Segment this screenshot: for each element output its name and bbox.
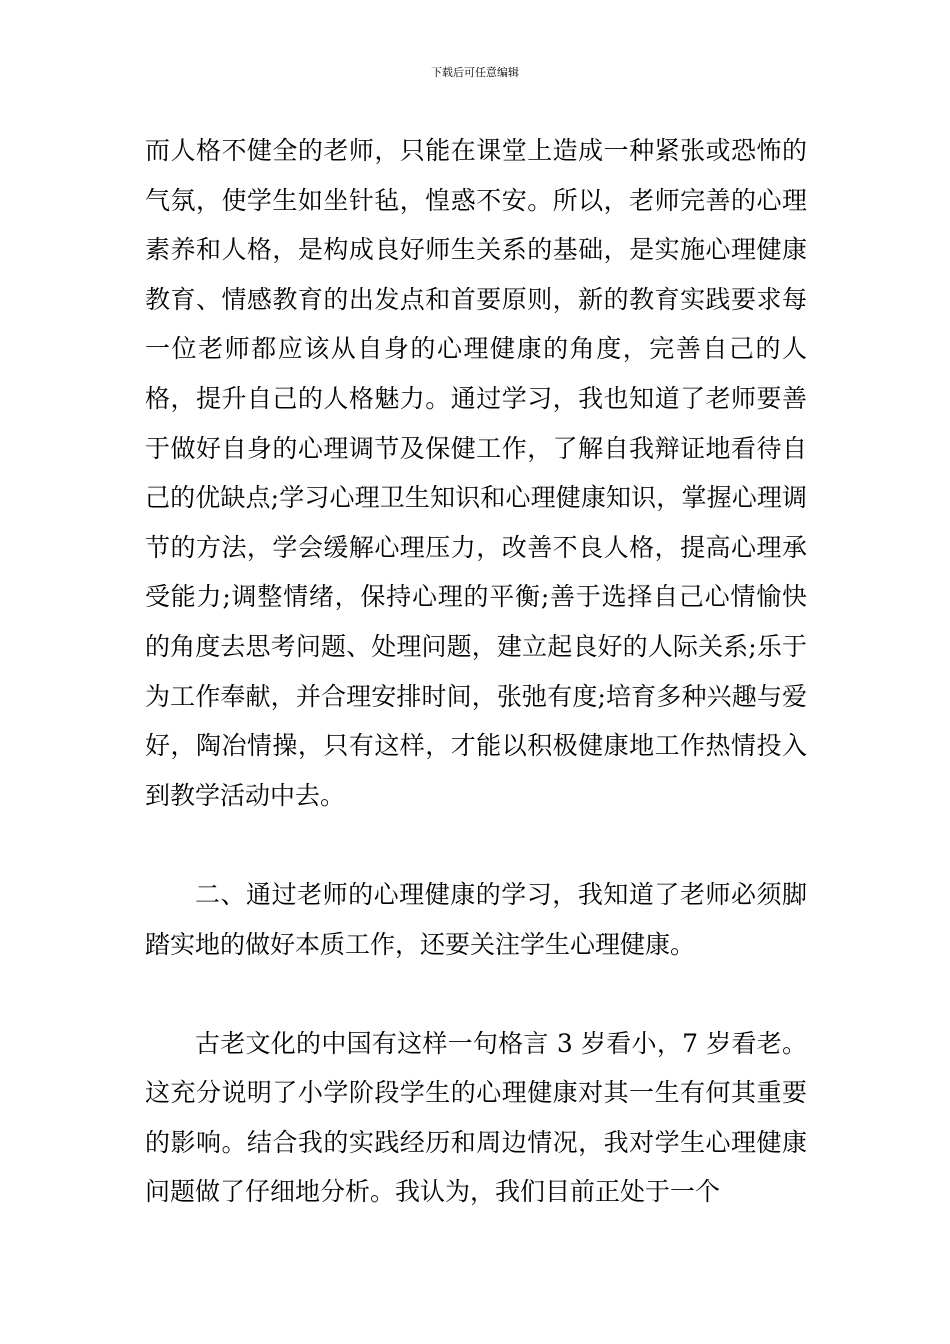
paragraph-gap bbox=[145, 969, 807, 1019]
document-body bbox=[145, 126, 807, 1217]
body-paragraph-1: 而人格不健全的老师，只能在课堂上造成一种紧张或恐怖的气氛，使学生如坐针毡，惶惑不安。所以，老师完善的心理素养和人格，是构成良好师生关系的基础，是实施心理健康教育、情感教育的出发点和首要原则，新的教育实践要求每一位老师都应该从自身的心理健康的角度，完善自己的人格，提升自己的人格魅力。通过学习，我也知道了老师要善于做好自身的心理调节及保健工作，了解自我辩证地看待自己的优缺点;学习心理卫生知识和心理健康知识，掌握心理调节的方法，学会缓解心理压力，改善不良人格，提高心理承受能力;调整情绪，保持心理的平衡;善于选择自己心情愉快的角度去思考问题、处理问题，建立起良好的人际关系;乐于为工作奉献，并合理安排时间，张弛有度;培育多种兴趣与爱好，陶冶情操，只有这样，才能以积极健康地工作热情投入到教学活动中去。 bbox=[145, 136, 807, 810]
page-header: 下载后可任意编辑 bbox=[431, 66, 519, 79]
body-paragraph-3: 古老文化的中国有这样一句格言 3 岁看小，7 岁看老。这充分说明了小学阶段学生的心理健康对其一生有何其重要的影响。结合我的实践经历和周边情况，我对学生心理健康问题做了仔细地分析。我认为，我们目前正处于一个 bbox=[145, 1028, 807, 1207]
section-heading-paragraph: 二、通过老师的心理健康的学习，我知道了老师必须脚踏实地的做好本质工作，还要关注学生心理健康。 bbox=[145, 879, 807, 959]
paragraph-gap bbox=[145, 820, 807, 870]
